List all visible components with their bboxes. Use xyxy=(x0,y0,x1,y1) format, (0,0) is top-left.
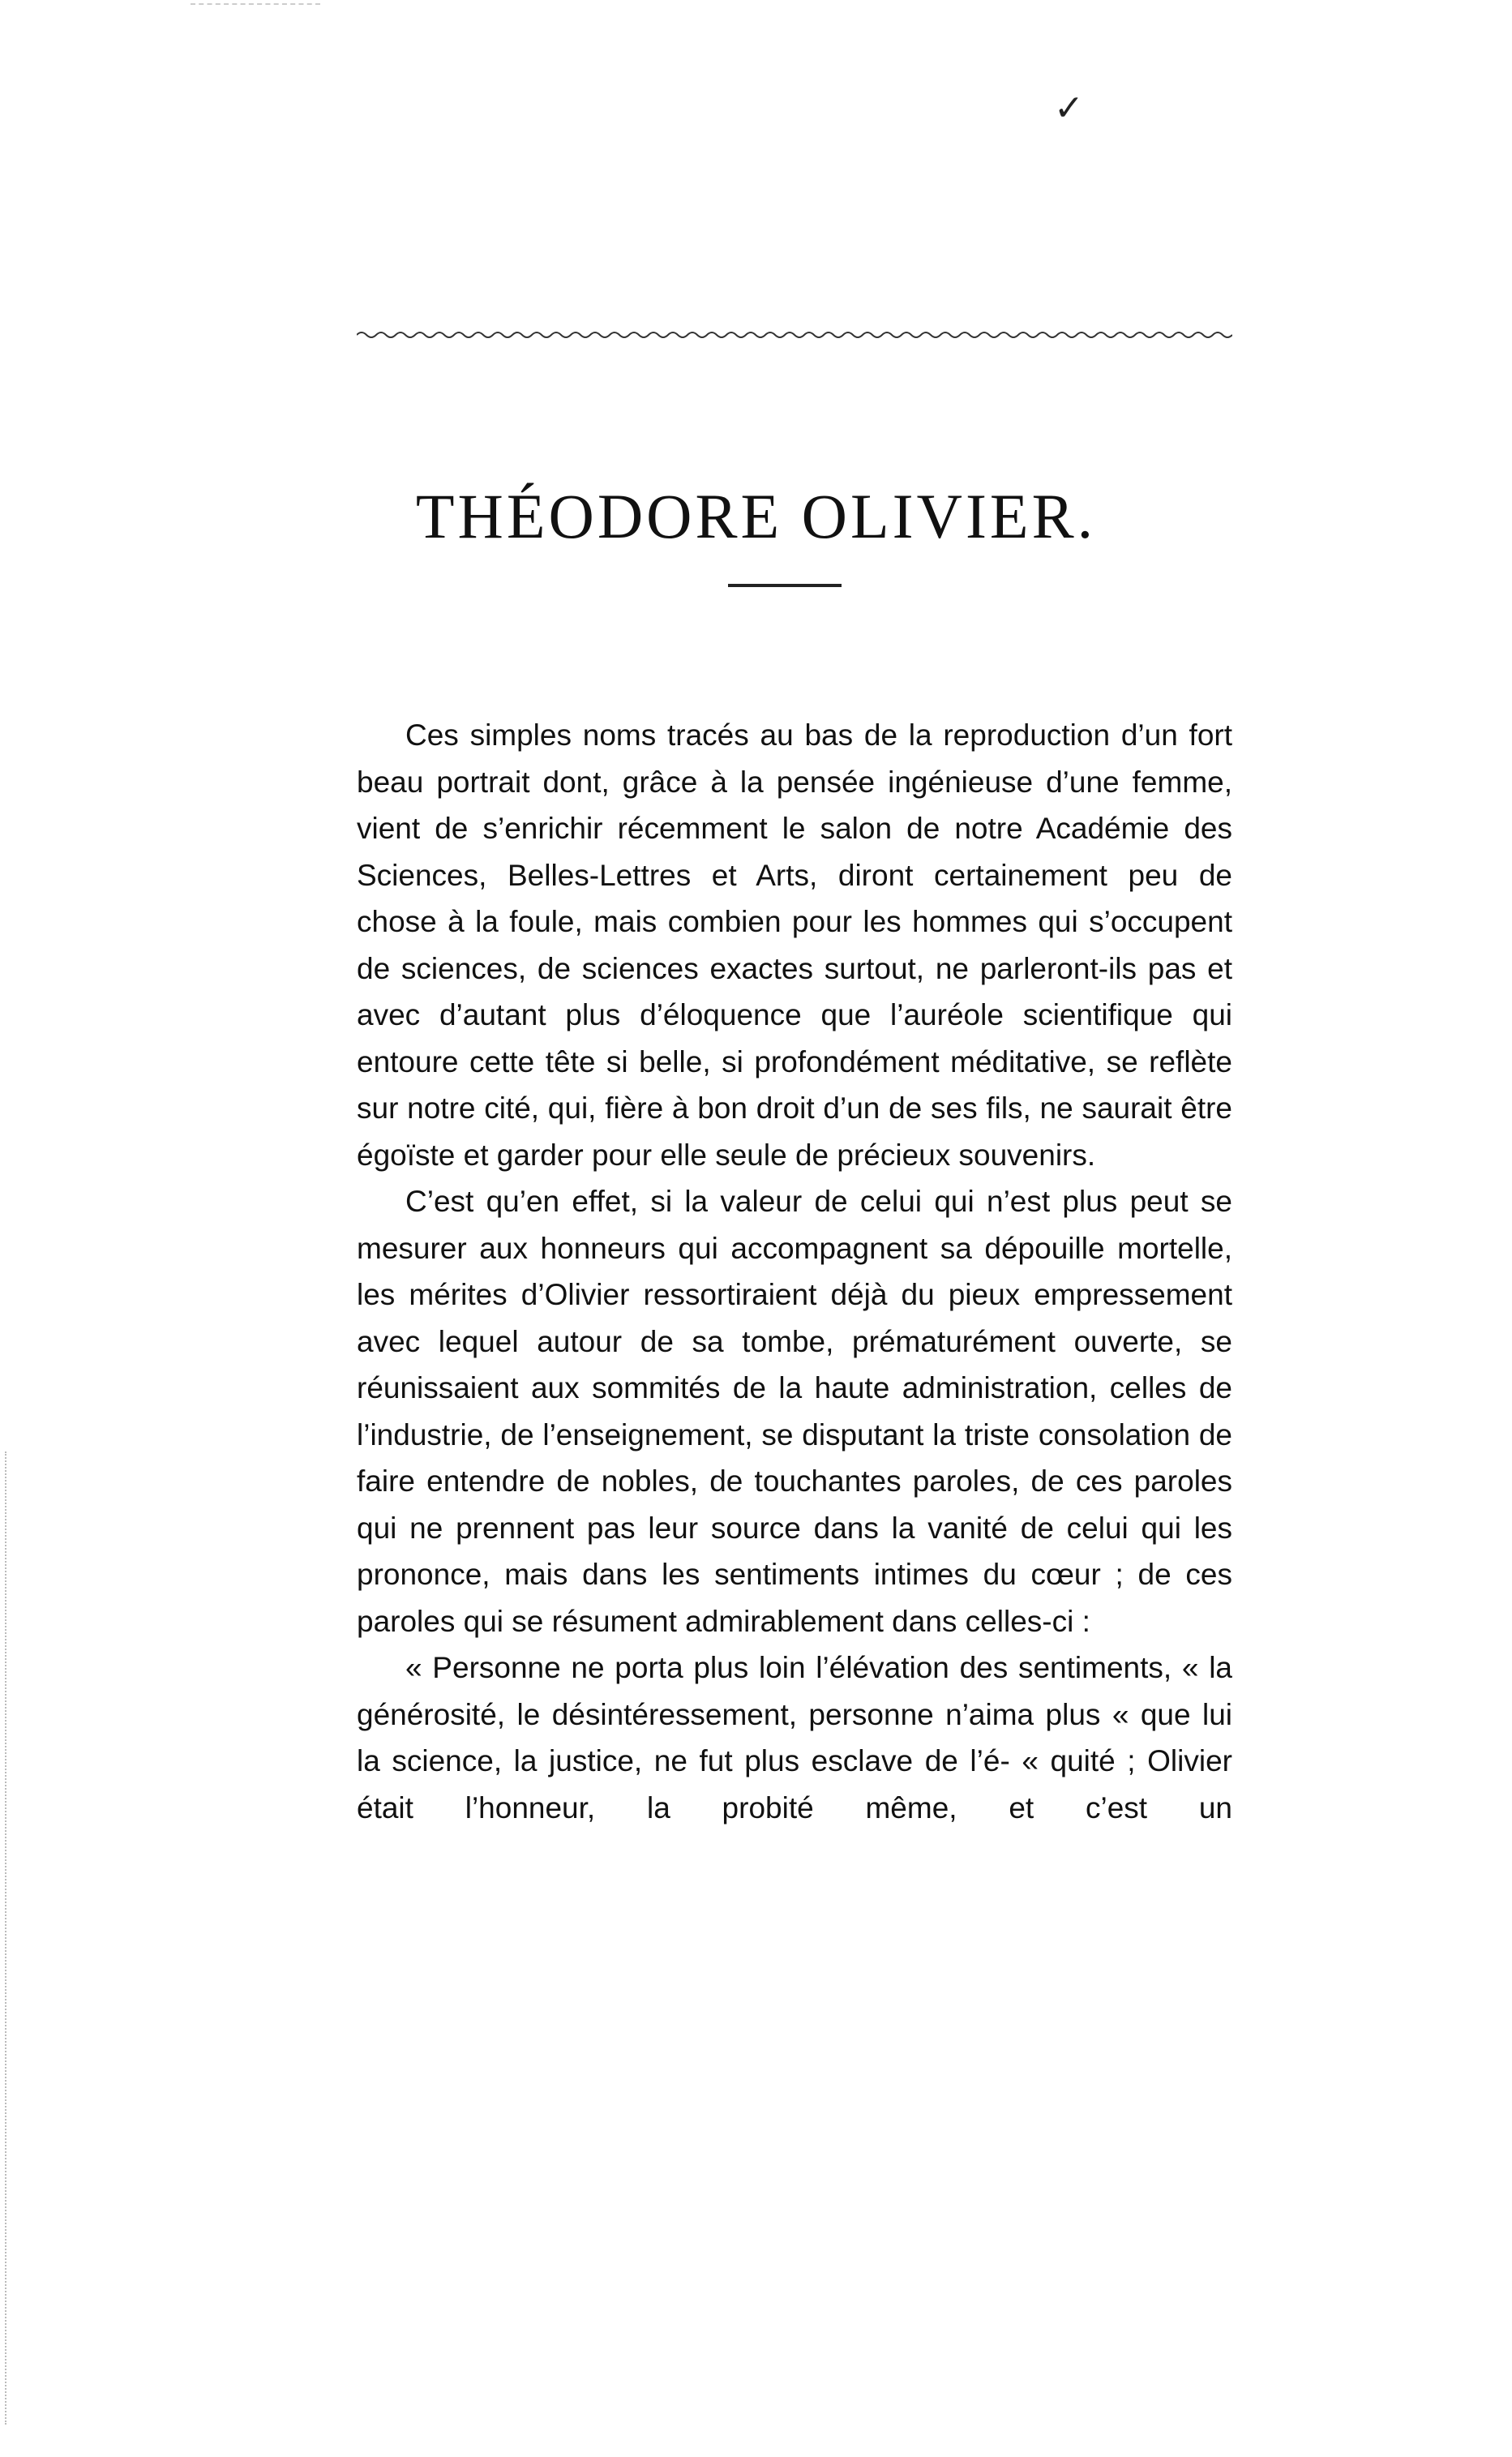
paragraph-2: C’est qu’en effet, si la valeur de celui qui n’est plus peut se mesurer aux honneurs qui accompagnent sa dépouille mortelle, les mérites d’Olivier ressortiraient déjà du pieux empressement avec lequel autour de sa tombe, prématurément ouverte, se réunissaient aux sommités de la haute administration, celles de l’industrie, de l’enseignement, se disputant la triste consolation de faire entendre de nobles, de touchantes paroles, de ces paroles qui ne prennent pas leur source dans la vanité de celui qui les prononce, mais dans les sentiments intimes du cœur ; de ces paroles qui se résument admirablement dans celles-ci : xyxy=(357,1185,1232,1638)
body-text xyxy=(357,712,1232,1831)
corner-check-mark: ✓ xyxy=(1054,88,1084,128)
wavy-ornamental-rule xyxy=(357,328,1232,341)
top-scan-marks xyxy=(191,3,320,6)
paragraph-1: Ces simples noms tracés au bas de la reproduction d’un fort beau portrait dont, grâce à la pensée ingénieuse d’une femme, vient de s’enrichir récemment le salon de notre Académie des Sciences, Belles-Lettres et Arts, diront certainement peu de chose à la foule, mais combien pour les hommes qui s’occupent de sciences, de sciences exactes surtout, ne parleront-ils pas et avec d’autant plus d’éloquence que l’auréole scientifique qui entoure cette tête si belle, si profondément méditative, se reflète sur notre cité, qui, fière à bon droit d’un de ses fils, ne saurait être égoïste et garder pour elle seule de précieux souvenirs. xyxy=(357,718,1232,1172)
page-title: THÉODORE OLIVIER. xyxy=(415,481,1097,552)
left-margin-scan-marks xyxy=(5,1451,13,2425)
title-underline-rule xyxy=(728,584,842,587)
paragraph-3-quote: « Personne ne porta plus loin l’élévation des sentiments, « la générosité, le désintéressement, personne n’aima plus « que lui la science, la justice, ne fut plus esclave de l’é- « quité ; Olivier était l’honneur, la probité même, et c’est un xyxy=(357,1651,1232,1825)
